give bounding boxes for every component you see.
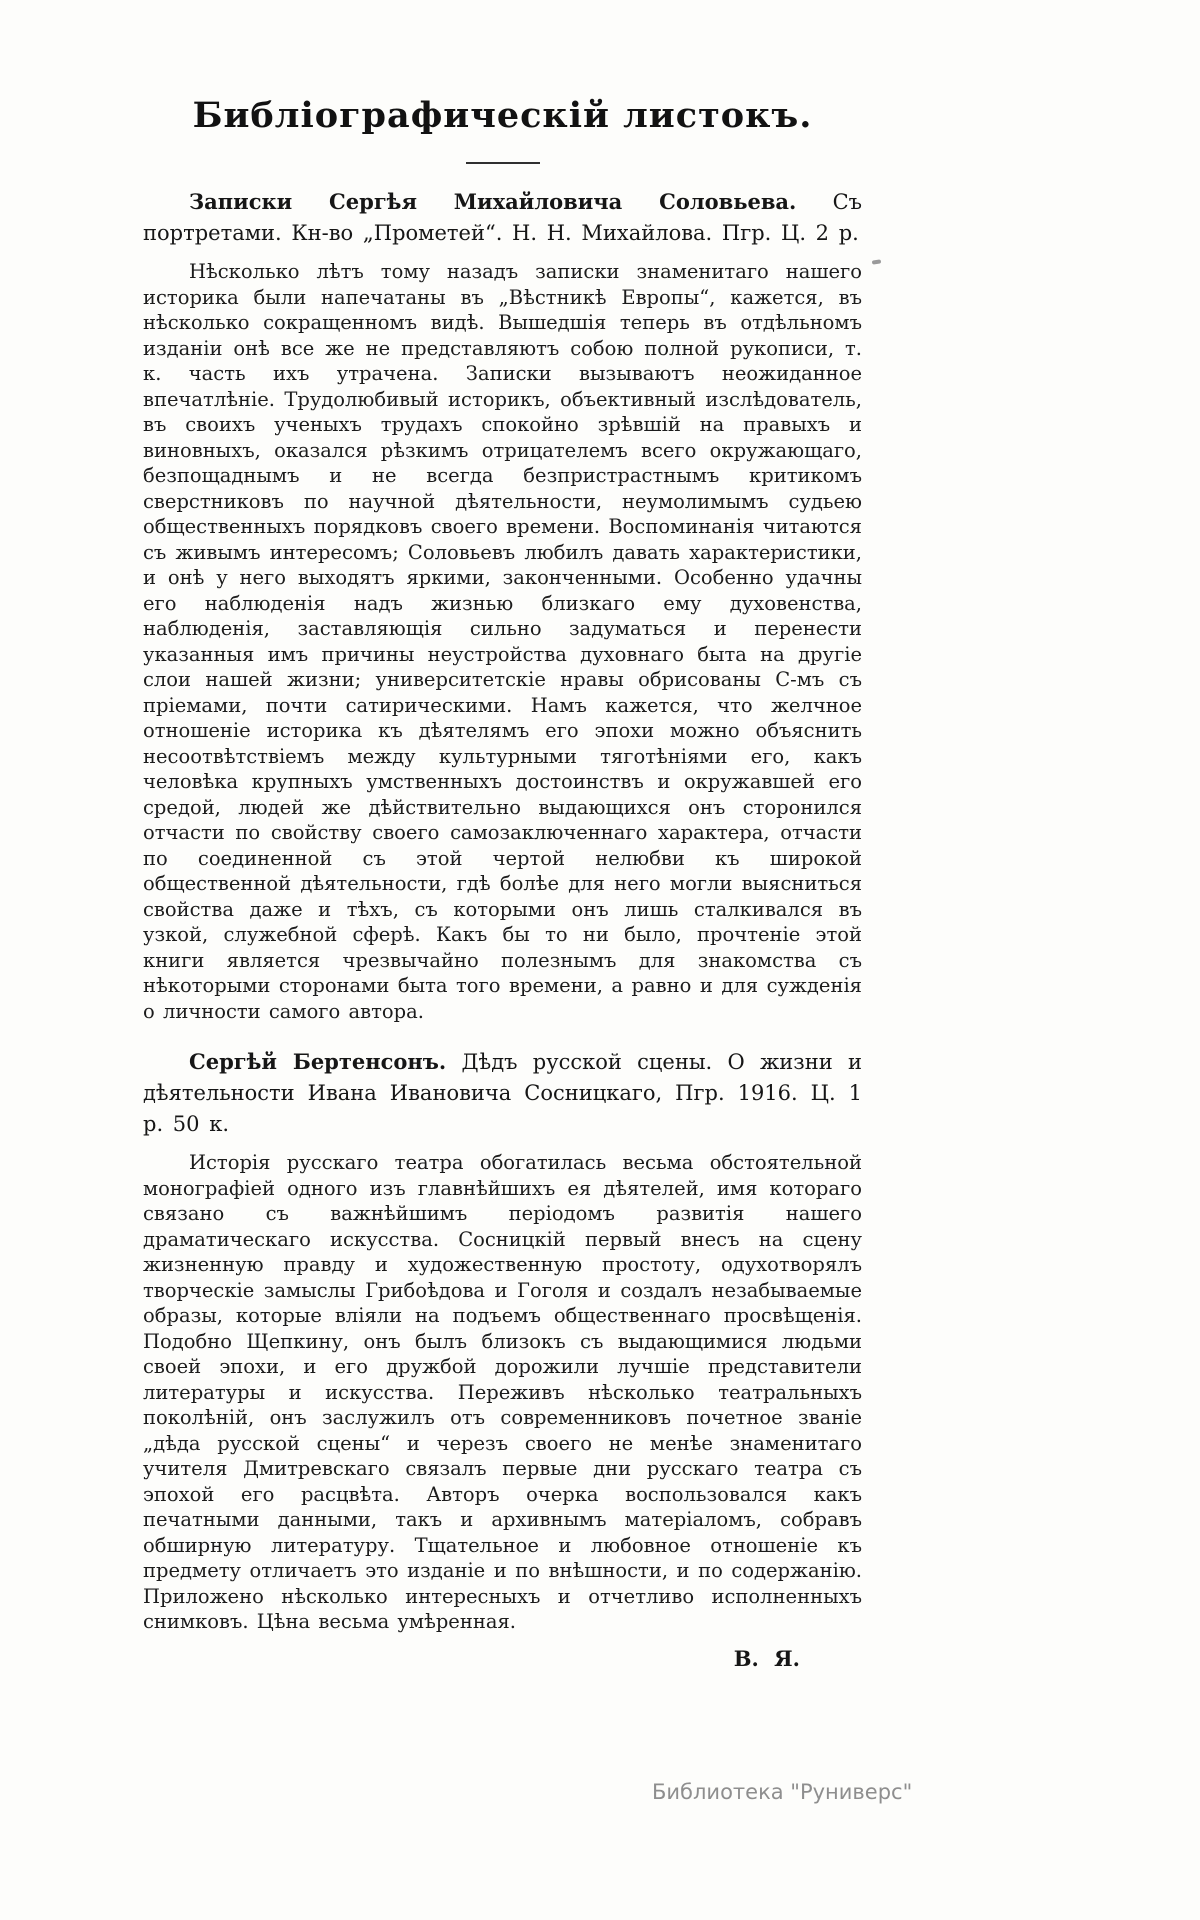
- review-imprint: Съ портретами. Кн-во „Прометей“. Н. Н. Михайлова. Пгр. Ц. 2 р.: [143, 190, 862, 245]
- scan-speck: [872, 259, 881, 264]
- review-imprint: Дѣдъ русской сцены. О жизни и дѣятельности Ивана Ивановича Сосницкаго, Пгр. 1916. Ц. 1 р. 50 к.: [143, 1050, 862, 1136]
- review-heading: [143, 186, 862, 249]
- content-column: [143, 94, 862, 1671]
- page-title: Библіографическій листокъ.: [192, 95, 813, 136]
- review-book-author: Сергѣй Бертенсонъ.: [189, 1049, 447, 1074]
- review-entry-bertenson: [143, 1046, 862, 1635]
- review-body: Исторія русскаго театра обогатилась весьма обстоятельной монографіей одного изъ главнѣйшихъ ея дѣятелей, имя котораго связано съ важнѣйшимъ періодомъ развитія нашего драматическаго искусства. Сосницкій первый внесъ на сцену жизненную правду и художественную простоту, одухотворялъ творческіе замыслы Грибоѣдова и Гоголя и создалъ незабываемые образы, которые вліяли на подъемъ общественнаго просвѣщенія. Подобно Щепкину, онъ былъ близокъ съ выдающимися людьми своей эпохи, и его дружбой дорожили лучшіе представители литературы и искусства. Переживъ нѣсколько театральныхъ поколѣній, онъ заслужилъ отъ современниковъ почетное званіе „дѣда русской сцены“ и черезъ своего не менѣе знаменитаго учителя Дмитревскаго связалъ первые дни русскаго театра съ эпохой его расцвѣта. Авторъ очерка воспользовался какъ печатными данными, такъ и архивнымъ матеріаломъ, собравъ обширную литературу. Тщательное и любовное отношеніе къ предмету отличаетъ это изданіе и по внѣшности, и по содержанію. Приложено нѣсколько интересныхъ и отчетливо исполненныхъ снимковъ. Цѣна весьма умѣренная.: [143, 1151, 862, 1633]
- review-body: Нѣсколько лѣтъ тому назадъ записки знаменитаго нашего историка были напечатаны въ „Вѣстникѣ Европы“, кажется, въ нѣсколько сокращенномъ видѣ. Вышедшія теперь въ отдѣльномъ изданіи онѣ все же не представляютъ собою полной рукописи, т. к. часть ихъ утрачена. Записки вызываютъ неожиданное впечатлѣніе. Трудолюбивый историкъ, объективный изслѣдователь, въ своихъ ученыхъ трудахъ спокойно зрѣвшій на правыхъ и виновныхъ, оказался рѣзкимъ отрицателемъ всего окружающаго, безпощаднымъ и не всегда безпристрастнымъ критикомъ сверстниковъ по научной дѣятельности, неумолимымъ судьею общественныхъ порядковъ своего времени. Воспоминанія читаются съ живымъ интересомъ; Соловьевъ любилъ давать характеристики, и онѣ у него выходятъ яркими, законченными. Особенно удачны его наблюденія надъ жизнью близкаго ему духовенства, наблюденія, заставляющія сильно задуматься и перенести указанныя имъ причины неустройства духовнаго быта на другіе слои нашей жизни; университетскіе нравы обрисованы С-мъ съ пріемами, почти сатирическими. Намъ кажется, что желчное отношеніе историка къ дѣятелямъ его эпохи можно объяснить несоотвѣтствіемъ между культурными тяготѣніями его, какъ человѣка крупныхъ умственныхъ достоинствъ и окружавшей его средой, людей же дѣйствительно выдающихся онъ сторонился отчасти по свойству своего самозаключеннаго характера, отчасти по соединенной съ этой чертой нелюбви къ широкой общественной дѣятельности, гдѣ болѣе для него могли выясниться свойства даже и тѣхъ, съ которыми онъ лишь сталкивался въ узкой, служебной сферѣ. Какъ бы то ни было, прочтеніе этой книги является чрезвычайно полезнымъ для знакомства съ нѣкоторыми сторонами быта того времени, а равно и для сужденія о личности самого автора.: [143, 260, 862, 1023]
- library-watermark: Библиотека "Руниверс": [652, 1780, 913, 1804]
- review-heading: [143, 1046, 862, 1140]
- review-entry-solovyev: [143, 186, 862, 1024]
- review-book-title: Записки Сергѣя Михайловича Соловьева.: [189, 189, 797, 214]
- reviewer-initials: В. Я.: [733, 1646, 800, 1671]
- title-divider: [466, 162, 540, 164]
